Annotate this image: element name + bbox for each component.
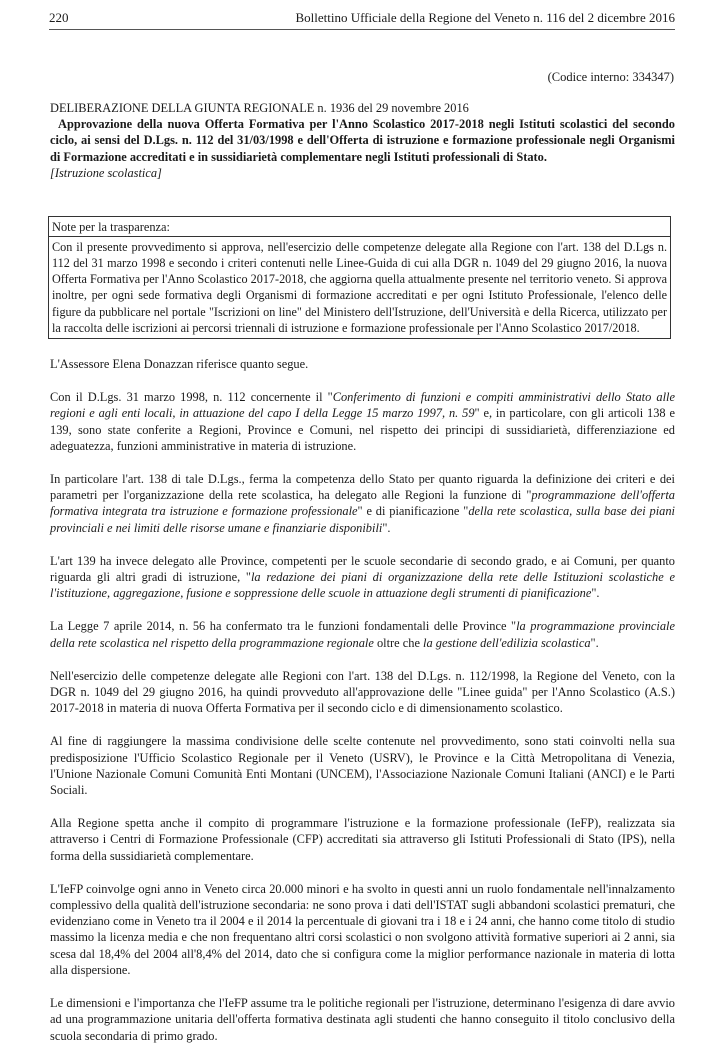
transparency-note-box	[48, 216, 671, 339]
paragraph-2	[50, 389, 675, 454]
paragraph-3-text-c: " e di pianificazione "	[357, 504, 469, 519]
paragraph-3-text-a: In particolare l'art. 138 di tale D.Lgs., ferma la competenza dello Stato per quanto riguarda la definizione dei criteri e dei parametri per l'organizzazione della rete scolastica, ha delegato alle Regioni la funzione di "	[50, 472, 675, 503]
paragraph-2-quote: Conferimento di funzioni e compiti amministrativi dello Stato alle regioni e agli enti locali, in attuazione del capo I della Legge 15 marzo 1997, n. 59	[50, 390, 676, 421]
paragraph-4	[50, 553, 675, 602]
paragraph-4-text-a: L'art 139 ha invece delegato alle Province, competenti per le scuole secondarie di secondo grado, e ai Comuni, per quanto riguarda gli altri gradi di istruzione, "	[50, 553, 675, 585]
paragraph-5-quote-1: la programmazione provinciale della rete scolastica nel rispetto della programmazione regionale	[50, 619, 675, 650]
resolution-heading: DELIBERAZIONE DELLA GIUNTA REGIONALE n. 1936 del 29 novembre 2016	[50, 101, 469, 115]
transparency-note-title: Note per la trasparenza:	[49, 217, 670, 237]
paragraph-7: Al fine di raggiungere la massima condivisione delle scelte contenute nel provvedimento, sono stati coinvolti nella sua predisposizione l'Ufficio Scolastico Regionale per il Veneto (USRV), le Province e la Città Metropolitana di Venezia, l'Unione Nazionale Comuni Comunità Enti Montani (UNCEM), l'Associazione Nazionale Comuni Italiani (ANCI) e le Parti Sociali.	[50, 734, 675, 798]
paragraph-5-quote-2: la gestione dell'edilizia scolastica	[423, 635, 591, 650]
paragraph-10: Le dimensioni e l'importanza che l'IeFP assume tra le politiche regionali per l'istruzione, determinano l'esigenza di dare avvio ad una programmazione unitaria dell'offerta formativa destinata agli studenti che hanno conseguito il titolo conclusivo della scuola secondaria di primo grado.	[50, 996, 675, 1043]
header-rule	[49, 29, 675, 30]
internal-code: (Codice interno: 334347)	[547, 70, 674, 84]
resolution-subject	[50, 116, 675, 165]
paragraph-2-text-a: Con il D.Lgs. 31 marzo 1998, n. 112 concernente il "	[50, 390, 333, 405]
paragraph-9: L'IeFP coinvolge ogni anno in Veneto circa 20.000 minori e ha svolto in questi anni un ruolo fondamentale nell'innalzamento complessivo della qualità dell'istruzione secondaria: ne sono prova i dati dell'ISTAT sugli abbandoni scolastici prematuri, che evidenziano come in Veneto tra il 2004 e il 2014 la percentuale di giovani tra i 18 e i 24 anni, che hanno come titolo di studio massimo la licenza media e che non frequentano altri corsi scolastici o non svolgono attività formative superiori ai 2 anni, sia scesa dal 18,4% del 2004 all'8,4% del 2014, dato che si configura come la miglior performance nazionale in materia di lotta alla dispersione.	[50, 881, 675, 977]
page-header	[49, 10, 675, 30]
transparency-note-text: Con il presente provvedimento si approva, nell'esercizio delle competenze delegate alla Regione con l'art. 138 del D.Lgs n. 112 del 31 marzo 1998 e secondo i criteri contenuti nelle Linee-Guida di cui alla DGR n. 1049 del 29 giugno 2016, la nuova Offerta Formativa per l'Anno Scolastico 2017-2018, che aggiorna quella attualmente presente nel territorio veneto. Si approva inoltre, per ogni sede formativa degli Organismi di formazione accreditati e per ogni Istituto Professionale, l'elenco delle figure da pubblicare nel portale "Iscrizioni on line" del Ministero dell'Istruzione, dell'Università e della Ricerca, utilizzato per la raccolta delle iscrizioni ai percorsi triennali di istruzione e formazione professionale per l'Anno Scolastico 2017/2018.	[52, 240, 667, 335]
paragraph-3-quote-2: della rete scolastica, sulla base dei piani provinciali e nei limiti delle risorse umane e finanziarie disponibili	[50, 504, 675, 535]
paragraph-5-text-c: oltre che	[373, 635, 424, 650]
paragraph-6: Nell'esercizio delle competenze delegate alle Regioni con l'art. 138 del D.Lgs. n. 112/1998, la Regione del Veneto, con la DGR n. 1049 del 29 giugno 2016, ha quindi provveduto all'approvazione delle "Linee guida" per l'Anno Scolastico (A.S.) 2017-2018 in materia di nuova Offerta Formativa per il secondo ciclo e di dimensionamento scolastico.	[50, 668, 675, 716]
paragraph-5	[50, 618, 675, 650]
paragraph-3-quote-1: programmazione dell'offerta formativa integrata tra istruzione e formazione professionale	[50, 488, 675, 519]
resolution-block	[50, 100, 675, 181]
paragraph-2-text-c: " e, in particolare, con gli articoli 138 e 139, sono state conferite a Regioni, Province e Comuni, nel rispetto dei principi di sussidiarietà, differenziazione ed adeguatezza, funzioni amministrative in materia di istruzione.	[50, 406, 675, 453]
page-number: 220	[49, 10, 69, 25]
document-body	[50, 356, 675, 1061]
paragraph-1: L'Assessore Elena Donazzan riferisce quanto segue.	[50, 357, 309, 371]
paragraph-5-text-a: La Legge 7 aprile 2014, n. 56 ha confermato tra le funzioni fondamentali delle Province "	[50, 619, 517, 634]
paragraph-4-text-c: ".	[591, 586, 600, 601]
running-title: Bollettino Ufficiale della Regione del Veneto n. 116 del 2 dicembre 2016	[295, 10, 675, 25]
resolution-category: [Istruzione scolastica]	[50, 165, 162, 180]
resolution-subject-text: Approvazione della nuova Offerta Formativa per l'Anno Scolastico 2017-2018 negli Istituti scolastici del secondo ciclo, ai sensi del D.Lgs. n. 112 del 31/03/1998 e dell'Offerta di istruzione e formazione professionale negli Organismi di Formazione accreditati e in sussidiarietà complementare negli Istituti professionali di Stato.	[50, 117, 675, 164]
paragraph-3	[50, 471, 675, 536]
paragraph-8: Alla Regione spetta anche il compito di programmare l'istruzione e la formazione professionale (IeFP), realizzata sia attraverso i Centri di Formazione Professionale (CFP) accreditati sia attraverso gli Istituti Professionali di Stato (IPS), nella forma della sussidiarietà complementare.	[50, 816, 675, 863]
paragraph-4-quote: la redazione dei piani di organizzazione della rete delle Istituzioni scolastiche e l'istituzione, aggregazione, fusione e soppressione delle scuole in attuazione degli strumenti di pianificazione	[50, 570, 675, 601]
paragraph-3-text-e: ".	[382, 520, 391, 535]
paragraph-5-text-e: ".	[590, 635, 599, 650]
